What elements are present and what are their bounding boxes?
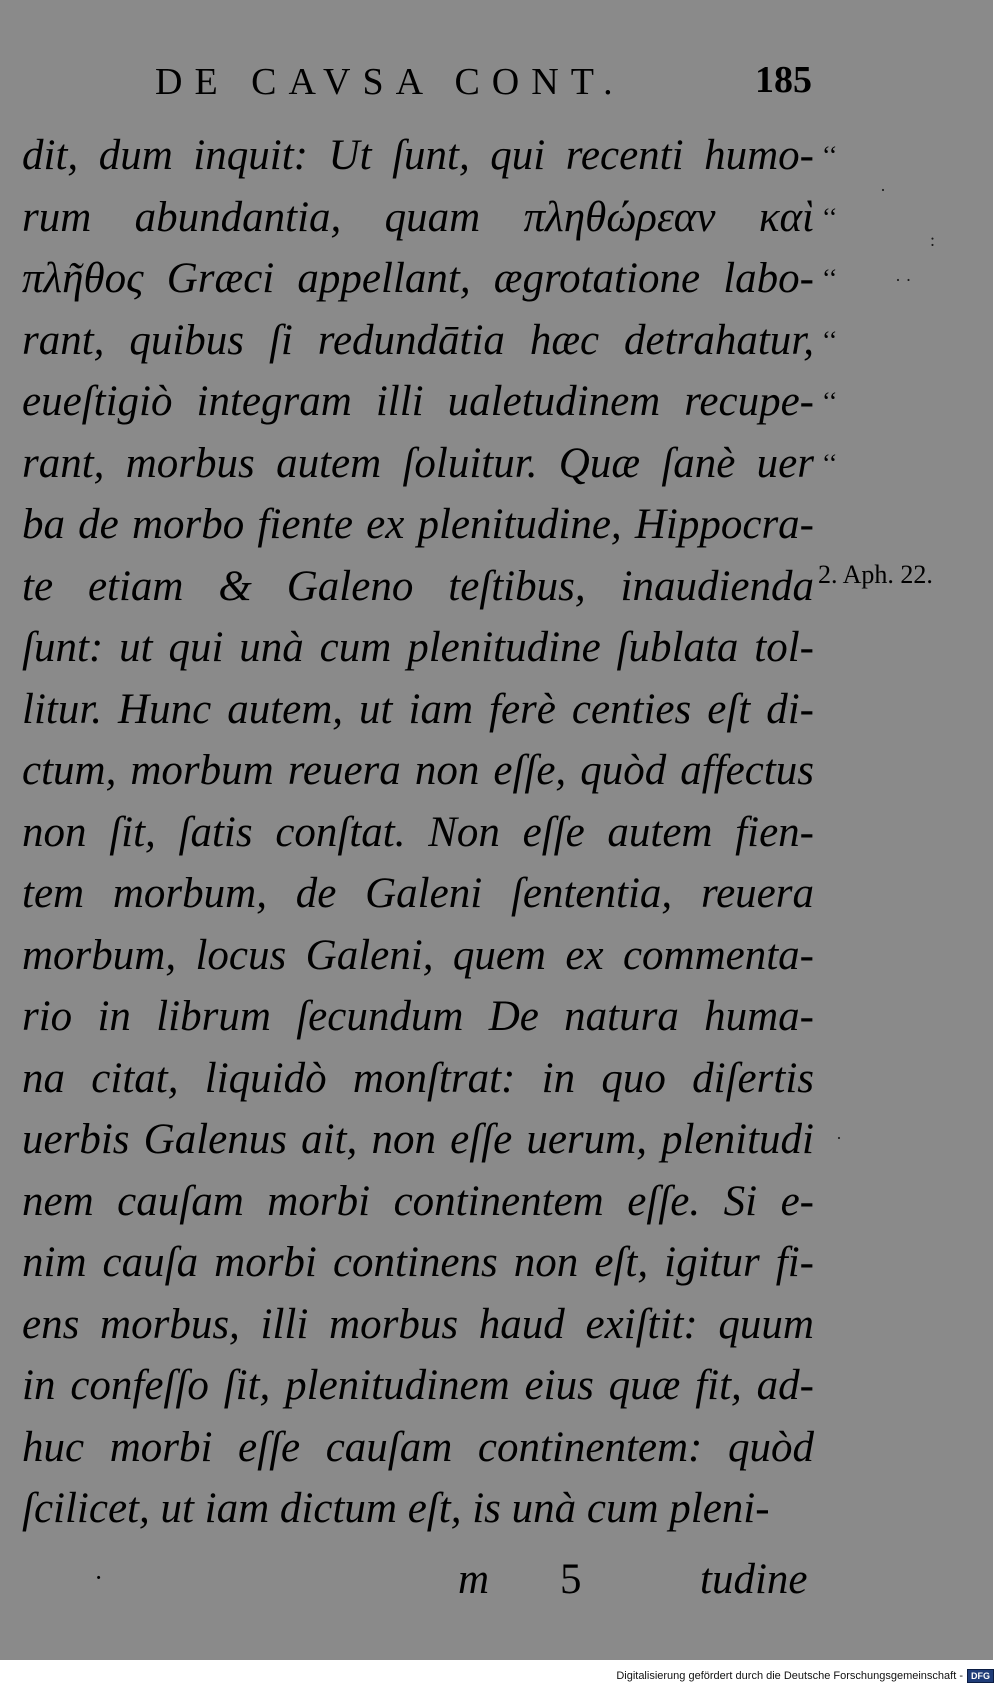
scan-speck: ·	[880, 180, 886, 200]
quotation-mark: ‘‘	[822, 202, 838, 232]
signature-number: 5	[560, 1556, 582, 1603]
text-line: rant, morbus autem ſoluitur. Quæ ſanè uer	[22, 439, 814, 487]
text-line: non ſit, ſatis conſtat. Non eſſe autem fien-	[22, 808, 814, 856]
text-line: ens morbus, illi morbus haud exiſtit: quum	[22, 1300, 814, 1348]
text-line: πλῆθος Græci appellant, ægrotatione labo-	[22, 255, 814, 302]
quotation-mark: ‘‘	[822, 387, 838, 416]
text-line: huc morbi eſſe cauſam continentem: quòd	[22, 1423, 814, 1471]
page-number: 185	[755, 59, 812, 101]
quotation-mark: ‘‘	[822, 448, 838, 478]
text-line: ſcilicet, ut iam dictum eſt, is unà cum pleni-	[22, 1485, 770, 1532]
text-line: ſunt: ut qui unà cum plenitudine ſublata tol-	[22, 624, 814, 671]
text-line: rio in librum ſecundum De natura huma-	[22, 993, 814, 1040]
scan-speck: :	[930, 230, 936, 250]
running-head: DE CAVSA CONT.	[155, 61, 625, 103]
text-line: te etiam & Galeno teſtibus, inaudienda	[22, 562, 814, 610]
scan-speck: · ·	[895, 270, 912, 290]
catchword: tudine	[700, 1556, 808, 1603]
scan-speck: ·	[836, 1128, 842, 1148]
text-line: nim cauſa morbi continens non eſt, igitur fi-	[22, 1239, 814, 1286]
text-line: uerbis Galenus ait, non eſſe uerum, plenitudi	[22, 1116, 814, 1163]
text-line: rum abundantia, quam πληθώρεαν καὶ	[22, 193, 814, 241]
text-line: litur. Hunc autem, ut iam ferè centies eſt di-	[22, 685, 814, 733]
marginal-note: 2. Aph. 22.	[818, 560, 933, 589]
text-line: morbum, locus Galeni, quem ex commenta-	[22, 931, 814, 979]
quotation-marks-column	[822, 125, 862, 494]
text-line: ba de morbo fiente ex plenitudine, Hippocra-	[22, 501, 814, 548]
digitization-credit	[616, 1669, 994, 1683]
text-line: nem cauſam morbi continentem eſſe. Si e-	[22, 1177, 814, 1225]
signature-mark: m	[458, 1556, 490, 1603]
quotation-mark: ‘‘	[822, 264, 838, 293]
text-line: dit, dum inquit: Ut ſunt, qui recenti humo-	[22, 132, 814, 179]
scan-speck: ·	[95, 1563, 102, 1592]
footer-text: Digitalisierung gefördert durch die Deutsche Forschungsgemeinschaft -	[616, 1670, 963, 1682]
text-line: in confeſſo ſit, plenitudinem eius quæ fit, ad-	[22, 1362, 814, 1409]
text-line: na citat, liquidò monſtrat: in quo diſertis	[22, 1054, 814, 1102]
text-line: tem morbum, de Galeni ſententia, reuera	[22, 870, 814, 917]
body-text	[22, 125, 822, 1540]
catchline	[0, 1555, 993, 1615]
text-line: ctum, morbum reuera non eſſe, quòd affectus	[22, 747, 814, 794]
dfg-logo: DFG	[967, 1669, 994, 1683]
text-line: eueſtigiò integram illi ualetudinem recupe-	[22, 378, 814, 425]
text-line: rant, quibus ſi redundātia hæc detrahatur,	[22, 316, 814, 364]
quotation-mark: ‘‘	[822, 325, 838, 355]
quotation-mark: ‘‘	[822, 141, 838, 170]
